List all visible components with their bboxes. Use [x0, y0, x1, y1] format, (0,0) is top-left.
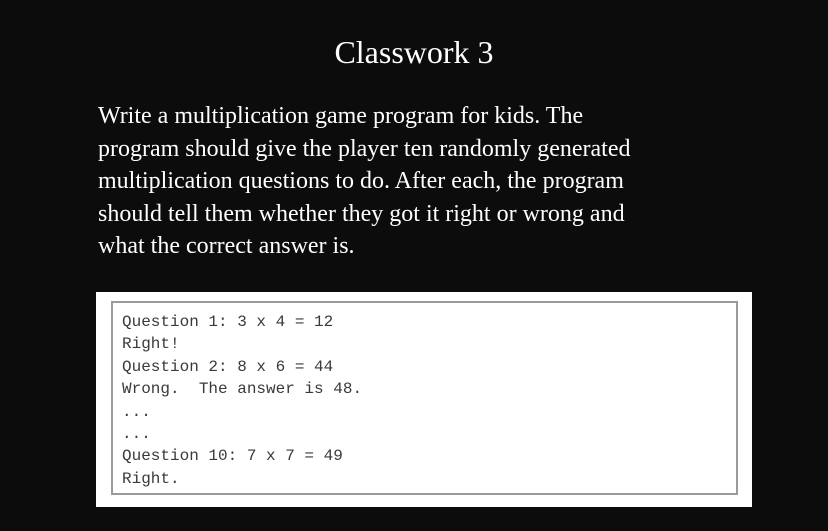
slide-title: Classwork 3 — [334, 34, 494, 70]
console-line: Wrong. The answer is 48. — [122, 380, 363, 399]
console-line: Right. — [122, 469, 180, 488]
console-line: ... — [122, 424, 151, 443]
description-line: should tell them whether they got it right or wrong and — [98, 200, 625, 227]
console-line: Right! — [122, 335, 180, 354]
description-line: Write a multiplication game program for kids. The — [98, 103, 584, 129]
console-line: Question 1: 3 x 4 = 12 — [122, 313, 334, 331]
console-line: Question 10: 7 x 7 = 49 — [122, 447, 343, 466]
description-line: multiplication questions to do. After each, the program — [98, 168, 624, 194]
console-output — [111, 301, 738, 495]
assignment-description — [98, 100, 718, 263]
description-line: what the correct answer is. — [98, 233, 355, 259]
console-line: Question 2: 8 x 6 = 44 — [122, 357, 334, 376]
console-line: ... — [122, 402, 151, 421]
description-line: program should give the player ten randomly generated — [98, 135, 631, 162]
